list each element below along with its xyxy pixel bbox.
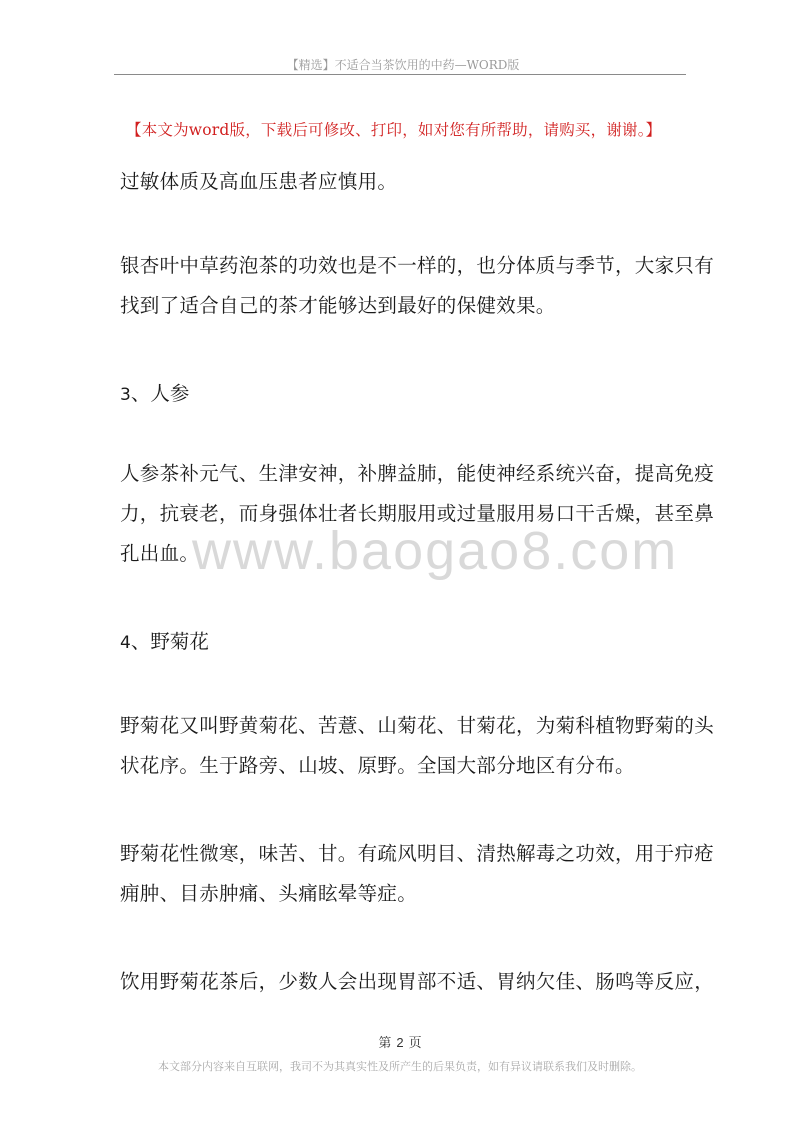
paragraph-5 [120, 834, 715, 914]
section-number: 3 [120, 385, 131, 405]
page-suffix: 页 [408, 1036, 422, 1051]
paragraph-line: 力，抗衰老，而身强体壮者长期服用或过量服用易口干舌燥，甚至鼻 [120, 502, 715, 525]
download-notice: 【本文为word版，下载后可修改、打印，如对您有所帮助，请购买，谢谢。】 [126, 121, 662, 139]
paragraph-line: 银杏叶中草药泡茶的功效也是不一样的，也分体质与季节，大家只有 [120, 254, 715, 277]
paragraph-line: 状花序。生于路旁、山坡、原野。全国大部分地区有分布。 [120, 754, 635, 777]
section-number: 4 [120, 633, 131, 653]
paragraph-line: 饮用野菊花茶后，少数人会出现胃部不适、胃纳欠佳、肠鸣等反应， [120, 970, 715, 993]
paragraph-6 [120, 962, 715, 1002]
paragraph-line: 人参茶补元气、生津安神，补脾益肺，能使神经系统兴奋，提高免疫 [120, 462, 715, 485]
watermark: www.baogao8.com [192, 521, 679, 581]
footer-disclaimer: 本文部分内容来自互联网，我司不为其真实性及所产生的后果负责，如有异议请联系我们及时删除。 [158, 1060, 642, 1073]
header-divider [114, 74, 686, 75]
paragraph-line: 过敏体质及高血压患者应慎用。 [120, 170, 398, 193]
paragraph-4 [120, 706, 715, 786]
paragraph-line: 野菊花性微寒，味苦、甘。有疏风明目、清热解毒之功效，用于疖疮 [120, 842, 715, 865]
section-heading-3 [120, 374, 189, 415]
paragraph-line: 找到了适合自己的茶才能够达到最好的保健效果。 [120, 294, 556, 317]
section-title: 、人参 [130, 382, 190, 405]
section-heading-4 [120, 622, 209, 663]
page-number-value: 2 [396, 1035, 404, 1050]
page-number [0, 1032, 800, 1051]
paragraph-line: 野菊花又叫野黄菊花、苦薏、山菊花、甘菊花，为菊科植物野菊的头 [120, 714, 715, 737]
paragraph-1 [120, 162, 690, 202]
paragraph-line: 孔出血。 [120, 542, 200, 565]
paragraph-2 [120, 246, 715, 326]
page-header: 【精选】不适合当茶饮用的中药—WORD版 [286, 58, 520, 72]
page-prefix: 第 [378, 1036, 392, 1051]
paragraph-line: 痈肿、目赤肿痛、头痛眩晕等症。 [120, 882, 418, 905]
section-title: 、野菊花 [130, 630, 209, 653]
